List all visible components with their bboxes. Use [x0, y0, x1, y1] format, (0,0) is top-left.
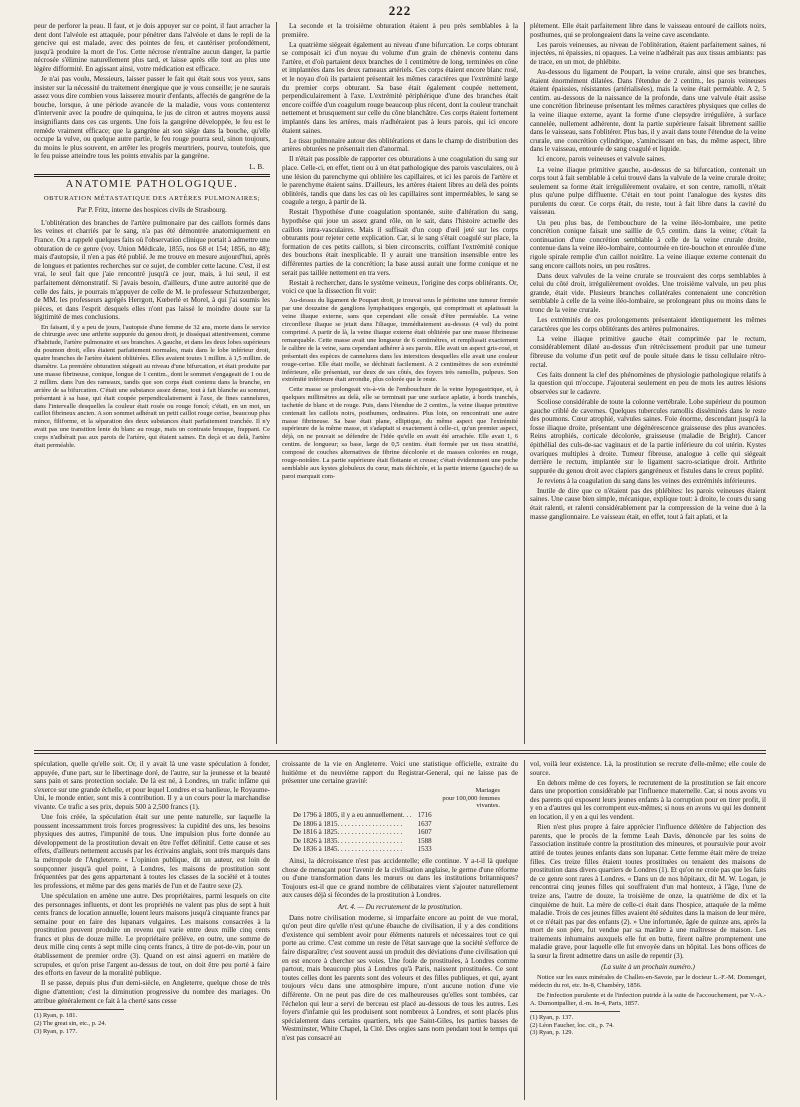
paragraph: spéculation, quelle qu'elle soit. Or, il y avait là une vaste spéculation à fonder, appuyée, d'une part, sur le libertinage doré, de l'autre, sur la jeunesse et la beauté sans pain et sans protection sociale. De là est né, à Londres, un trafic infâme qui s'exerce sur une grande échelle, et pour lequel Londres et sa banlieue, le Royaume-Uni, le monde entier, sont mis à contribution. Il y a un cours pour la marchandise vivante. Ce trafic a ses prix, depuis 500 à 2,500 francs (1).: [34, 760, 270, 811]
paragraph: Un peu plus bas, de l'embouchure de la veine iléo-lombaire, une petite concrétion conique faisait une saillie de 0,5 centim. dans la veine; c'était la continuation d'une concrétion semblable à celle de la veine crurale droite, contenue dans la veine iléo-lombaire, contournée en tire-bouchon et enroulée d'une rigole spirale remplie d'un caillot noirâtre. La veine iliaque externe contenait du sang encore caillots noirs, un peu rosâtres.: [530, 218, 766, 270]
paragraph: Dans deux valvules de la veine crurale se trouvaient des corps semblables à celui du côté droit, irrégulièrement ovoïdes. Une troisième valvule, un peu plus grande, était vide. Plusieurs branches collatérales contenaient une concrétion semblable à celle de la veine iléo-lombaire, se prolongeant plus ou moins dans le tronc de la veine crurale.: [530, 271, 766, 314]
article-title: OBTURATION MÉTASTATIQUE DES ARTÈRES PULMONAIRES;: [43, 194, 261, 202]
paragraph: Une fois créée, la spéculation était sur une pente naturelle, sur laquelle la poussent incessamment trois forces progressives: la cupidité des uns, les besoins physiques des autres, l'impunité de tous. Une impulsion plus forte donnée au développement de la prostitution devait en être l'effet définitif. Cette cause et ses effets, d'ailleurs nettement accusés par les écrivains anglais, sont très marqués dans la métropole de l'Angleterre. « L'opinion publique, dit un auteur, est loin de soupçonner jusqu'à quel point, à Londres, les maisons de prostitution sont fréquentées par des gens appartenant à toutes les classes de la société et à toutes les professions, et même par des gens mariés de l'un et de l'autre sexe (2).: [34, 813, 270, 890]
lower-column-2: [282, 760, 518, 1104]
column-divider: [524, 760, 525, 1100]
paragraph: Ces faits donnent la clef des phénomènes de physiologie pathologique relatifs à la question qui m'occupe. J'ajouterai seulement en peu de mots les autres lésions observées sur le cadavre.: [530, 370, 766, 396]
feuilleton-separator: [34, 753, 766, 754]
paragraph: Rien n'est plus propre à faire apprécier l'influence délétère de l'abjection des parents, que le procès de la femme Leah Davis, dénoncée par les soins de l'association instituée contre la prostitution des mineures, et poursuivie pour avoir attiré de toutes jeunes enfants dans son lupanar. Cette femme était mère de treize filles. Ces treize filles étaient toutes prostituées ou tenaient des maisons de prostitution dans divers quartiers de Londres (1). Et qu'on ne croie pas que les faits de ce genre sont rares à Londres. « Dans un de nos hôpitaux, dit M. W. Logan, je rencontrai cinq jeunes filles qui souffraient d'un mal honteux, à l'âge, l'une de treize ans, l'autre de douze, la troisième de onze, la quatrième de dix et la cinquième de huit. La mère de celle-ci était dans l'hospice, attaquée de la même maladie. Trois de ces jeunes filles avaient été séduites dans la maison de leur mère, et ce n'était pas par des enfants (2). » Une infortunée, âgée de quinze ans, après la mort de son père, fut vendue par sa marâtre à une maîtresse de maison. Les traitements inhumains auxquels elle fut en butte, firent naître promptement une maladie grave, pour laquelle elle fut envoyée dans un hôpital. Les bons offices de la sœur la firent admettre dans un asile de repentir (3).: [530, 823, 766, 961]
footnote: (3) Ryan, p. 177.: [34, 1027, 78, 1035]
book-notice: Notice sur les eaux minérales de Challes-en-Savoie, par le docteur L.-F.-M. Domenget, médecin du roi, etc. In-8, Chambéry, 1856.: [530, 974, 766, 990]
paragraph: Les extrémités de ces prolongements présentaient identiquement les mêmes caractères que les corps oblitérants des artères pulmonaires.: [530, 316, 766, 333]
paragraph: Les parois veineuses, au niveau de l'oblitération, étaient parfaitement saines, ni injectées, ni épaissies, ni opaques. La veine n'adhérait pas aux tissus ambiants: pas de trace, en un mot, de phlébite.: [530, 40, 766, 66]
footnote: (1) Ryan, p. 181.: [34, 1012, 78, 1020]
upper-column-1: [34, 22, 270, 746]
paragraph: plétement. Elle était parfaitement libre dans le vaisseau entouré de caillots noirs, posthumes, qui se prolongeaient dans la veine cave ascendante.: [530, 22, 766, 39]
paragraph: Une spéculation en amène une autre. Des propriétaires, parmi lesquels on cite des personnages influents, et dont les propriétés ne valent pas plus de sept à huit cents francs de location annuelle, louent leurs maisons jusqu'à cinquante francs par semaine pour en faire des lupanars vulgaires. Les maisons consacrées à la prostitution peuvent produire un revenu qui varie entre deux mille cinq cents francs et plus de douze mille. Le propriétaire prélève, en outre, une somme de deux mille cinq cents à sept mille cinq cents francs, à titre de pot-de-vin, pour un établissement de premier ordre (3). Quand on est ainsi aguerri en matière de scrupules, et qu'on prise l'argent au-dessus de tout, on doit être peu porté à faire des efforts en faveur de la moralité publique.: [34, 891, 270, 978]
book-notices: [530, 974, 766, 1008]
paragraph: Dans notre civilisation moderne, si imparfaite encore au point de vue moral, qu'on peut dire qu'elle n'est qu'une ébauche de civilisation, il y a des conditions d'existence qui semblent avoir pour éléments naturels et nécessaires tout ce qui porte au crime. C'est comme un reste de l'état sauvage que la société s'efforce de faire disparaître; c'est souvent aussi un produit des déviations d'une civilisation qui en est encore à chercher ses voies. Une foule de prostituées, à Londres comme partout, mais beaucoup plus à Londres qu'à Paris, naissent prostituées. Ce sont toutes celles dont les parents sont des voleurs et des filles publiques, et qui, ayant toujours vécu dans une atmosphère impure, n'ont aucune notion d'une vie différente. On ne peut pas dire de ces malheureuses qu'elles sont tombées, car l'échelon qui leur a servi de berceau est placé au-dessous de tous les autres. Les foyers d'infamie qui les produisent sont nombreux à Londres, et sont placés plus spécialement dans certains quartiers, tels que Saint-Giles, les parties basses de Westminster, White Chapel, la Cité. Des orgies sans nom pendant tout le temps qui n'est pas consacré au: [282, 913, 518, 1042]
paragraph: La seconde et la troisième obturation étaient à peu près semblables à la première.: [282, 22, 518, 39]
paragraph: Je n'ai pas voulu, Messieurs, laisser passer le fait qui était sous vos yeux, sans insister sur la nécessité du traitement énergique que je vous conseille; je ne saurais assez vous dire combien vous laisserez mourir d'enfants, affectés de gangrène de la bouche, lorsque, à une période avancée de la maladie, vous vous contenterez d'intervenir avec la poudre de quinquina, le jus de citron et autres moyens aussi insignifiants dans ces cas urgents. Une fois la gangrène développée, le feu est le remède vraiment efficace; que la gangrène ait son siége dans la bouche, qu'elle occupe la vulve, ou quelque autre partie, le feu rouge pourra seul, sinon toujours, du moins le plus souvent, en arrêter les progrès meurtriers, pourvu, toutefois, que le feu puisse atteindre tous les points envahis par la gangrène.: [34, 75, 270, 161]
book-notice: De l'infection purulente et de l'infection putride à la suite de l'accouchement, par V.-A.-A. Dumontpallier, d.-m. In-4, Paris, 1857.: [530, 992, 766, 1007]
footnotes: [530, 1011, 620, 1037]
article-author: Par P. Fritz, interne des hospices civils de Strasbourg.: [77, 206, 227, 215]
paragraph: La veine iliaque primitive gauche était comprimée par le rectum, considérablement dilaté au-dessus d'un rétrécissement produit par une tumeur fibreuse du volume d'un petit œuf de poule située dans le tissu cellulaire rétro-rectal.: [530, 334, 766, 369]
paragraph: Inutile de dire que ce n'étaient pas des phlébites: les parois veineuses étaient saines. Une cause bien simple, mécanique, explique tout: à droite, le cours du sang était ralenti, et ralenti considérablement par la compression de la veine due à la masse ganglionnaire. Le vaisseau était, en effet, tout à fait aplati, et la: [530, 486, 766, 521]
paragraph: Il n'était pas possible de rapporter ces obturations à une coagulation du sang sur place. Celle-ci, en effet, tient ou à un état pathologique des parois vasculaires, ou à une lésion du parenchyme qui oblitère les capillaires, et ici les parois de l'artère et le parenchyme étaient sains. D'ailleurs, les artères étaient libres au delà des points oblitérés, tandis que dans les cas où les capillaires sont imperméables, le sang se coagule a tergo, à partir de là.: [282, 155, 518, 207]
column-divider: [524, 22, 525, 744]
table-row: De 1796 à 1805, il y a eu annuellement. . . 1716: [293, 811, 432, 820]
paragraph: Ici encore, parois veineuses et valvule saines.: [537, 155, 666, 164]
footnote: (3) Ryan, p. 129.: [530, 1029, 574, 1037]
upper-column-2: [282, 22, 518, 746]
paragraph: La quatrième siégeait également au niveau d'une bifurcation. Le corps obturant se composait ici d'un noyau du volume d'un grain de chènevis contenu dans l'artère, et d'où partaient deux branches de 1 centimètre de long, terminées en cône et implantées dans les deux rameaux artériels. Ces corps étaient encore blanc rosé, et le noyau d'où ils partaient présentait les mêmes caractères que l'extrémité large du premier corps obturant. Sa base était également coupée nettement, perpendiculairement à l'axe. L'extrémité périphérique d'une des branches était encore coiffée d'un coagulum rouge beaucoup plus récent, dont la couleur tranchait nettement et brusquement sur celle du cône blanchâtre. Ces corps étaient fortement implantés dans les artères, mais n'adhéraient pas à leurs parois, qui ici encore étaient saines.: [282, 40, 518, 135]
feuilleton-separator: [34, 750, 766, 751]
paragraph: L'oblitération des branches de l'artère pulmonaire par des caillots formés dans les veines et charriés par le sang, n'a pas été démontrée anatomiquement en France. On a rappelé quelques faits où l'observation clinique portait à admettre une obturation de ce genre (voy. Union Médicale, 1855, nos 68 et 154; 1856, no 48); mais d'autopsie, il n'en a pas été publié. Je me trouve en mesure aujourd'hui, après de longues et patientes recherches sur ce sujet, de combler cette lacune. C'est, il est vrai, le seul fait que j'aie rencontré jusqu'à ce jour, mais, à lui seul, il est parfaitement démonstratif. Si j'avais besoin, d'ailleurs, d'une autre autorité que de celle des faits, je pourrais m'appuyer de celle de M. le professeur Schutzenberger, de MM. les professeurs agrégés Herrgott, Kœberlé et Morel, à qui j'ai soumis les pièces, et dans l'esprit desquels elles n'ont pas laissé le moindre doute sur la légitimité de mes conclusions.: [34, 218, 270, 322]
lower-column-3: [530, 760, 766, 1104]
divider: [34, 176, 270, 177]
page-number: 222: [388, 3, 412, 18]
table-row: De 1836 à 1845. . . . . . . . . . . . . . . . . . . 1533: [293, 845, 432, 854]
paragraph: croissante de la vie en Angleterre. Voici une statistique officielle, extraite du huitième et du neuvième rapport du Registrar-General, qui ne laisse pas de présenter une certaine gravité:: [282, 760, 518, 786]
lower-column-1: [34, 760, 270, 1104]
table-row: De 1816 à 1825. . . . . . . . . . . . . . . . . . . 1607: [293, 828, 432, 837]
stats-table-header: Mariages pour 100,000 femmes vivantes.: [442, 787, 500, 810]
paragraph: Restait à rechercher, dans le système veineux, l'origine des corps oblitérants. Or, voici ce que la dissection fit voir:: [282, 278, 518, 296]
signature: L. B.: [249, 162, 264, 171]
paragraph: Il se passe, depuis plus d'un demi-siècle, en Angleterre, quelque chose de très digne d'attention; c'est la diminution progressive du nombre des mariages. On attribue généralement ce fait à la cherté sans cesse: [34, 979, 270, 1005]
paragraph: Scoliose considérable de toute la colonne vertébrale. Lobe supérieur du poumon gauche criblé de cavernes. Quelques tubercules ramollis disséminés dans le reste des poumons. Cœur atrophié, valvules saines. Foie énorme, descendant jusqu'à la fosse iliaque droite, présentant une dégénérescence graisseuse des plus avancées. Reins atrophiés, corticale décolorée, graisseuse (maladie de Bright). Cancer épithélial des culs-de-sac vaginaux et de la partie inférieure du col utérin. Kystes ovariques multiples à droite. Tumeur fibreuse, analogue à celle qui siégeait derrière le rectum, implantée sur le ligament sacro-sciatique droit. Arthrite suppurée du genou droit avec clapiers gangréneux et fistules dans le creux poplité.: [530, 397, 766, 475]
footnote: (2) The great sin, etc., p. 24.: [34, 1019, 107, 1027]
paragraph: La veine iliaque primitive gauche, au-dessus de sa bifurcation, contenait un corps tout à fait semblable à celui trouvé dans la valvule de la veine crurale droite; seulement sa forme était irrégulièrement ovalaire, et son centre, ramolli, n'était plus qu'une pulpe diffluente. C'était en tout point l'analogue des kystes dits purulents du cœur. Ce corps était, du reste, tout à fait libre dans la cavité du vaisseau.: [530, 165, 766, 217]
upper-column-3: [530, 22, 766, 746]
paragraph: Au-dessous du ligament de Poupart, la veine crurale, ainsi que ses branches, étaient énormément dilatées. Dans l'étendue de 2 centim., les parois veineuses étaient épaissies, résistantes (artérialisées), mais la veine était perméable. A 2, 5 centim. au-dessous de la naissance de la profonde, dans une valvule était assise une concrétion fibrineuse présentant les mêmes caractères physiques que celles de la veine iliaque externe, ayant la forme d'une clepsydre irrégulière, à surface cannelée, nullement adhérente, dont la partie supérieure faisait librement saillie dans le vaisseau, sans l'oblitérer. Plus bas, il y avait dans toute l'étendue de la veine crurale, une concrétion cylindrique, s'amincissant en bas, du même aspect, libre dans le vaisseau, entourée de sang coagulé et liquide.: [530, 67, 766, 154]
article-heading: Art. 4. — Du recrutement de la prostitution.: [337, 903, 463, 911]
column-divider: [276, 22, 277, 744]
paragraph: vol, voilà leur existence. Là, la prostitution se recrute d'elle-même; elle coule de source.: [530, 760, 766, 777]
section-heading: ANATOMIE PATHOLOGIQUE.: [65, 179, 239, 191]
table-row: De 1826 à 1835. . . . . . . . . . . . . . . . . . . 1588: [293, 836, 432, 845]
footnote: (1) Ryan, p. 137.: [530, 1013, 574, 1021]
paragraph: Le tissu pulmonaire autour des oblitérations et dans le champ de distribution des artères obturées ne présentait rien d'anormal.: [282, 136, 518, 154]
paragraph: Au-dessus du ligament de Poupart droit, je trouvai sous le péritoine une tumeur formée par une douzaine de ganglions lymphatiques engorgés, qui comprimait et aplatissait la veine iliaque externe, sans que cependant elle cessât d'être perméable. La veine circonflexe iliaque se jetait dans l'iliaque, immédiatement au-dessus (4 val) du point comprimé. A partir de là, la veine iliaque externe était oblitérée par une masse fibrineuse remarquable. Cette masse avait une longueur de 6 centimètres, et remplissait exactement le calibre de la veine, sans cependant adhérer à ses parois. Elle avait un aspect gris-rosé, et présentait des espèces de cannelures dans les interstices desquelles elle avait une couleur rouge-cerise. Elle était molle, se déchirait facilement. A 2 centimètres de son extrémité inférieure, elle présentait, sur deux de ses côtés, des foyers très ramollis, pulpeux. Son extrémité inférieure était arrondie, plus colorée que le reste.: [282, 297, 518, 384]
paragraph: Je reviens à la coagulation du sang dans les veines des extrémités inférieures.: [537, 476, 757, 485]
footnote: (2) Léon Faucher, loc. cit., p. 74.: [530, 1021, 614, 1029]
divider: [34, 174, 270, 175]
paragraph: Restait l'hypothèse d'une coagulation spontanée, suite d'altération du sang, hypothèse qui joue un assez grand rôle, on le sait, dans l'histoire actuelle des caillots intra-vasculaires. Mais il suffisait d'un coup d'œil jeté sur les corps obturants pour rejeter cette explication. Car, si le sang s'était coagulé sur place, la formation de ces petits caillots, si bien circonscrits, coïffant l'extrémité conique des bouchons était inexplicable. Il y aurait une transition insensible entre les différentes parties de la concrétion; la base aussi aurait une forme conique et ne serait pas taillée nettement en tra vers.: [282, 208, 518, 277]
paragraph: En faisant, il y a peu de jours, l'autopsie d'une femme de 32 ans, morte dans le service de chirurgie avec une arthrite suppurée du genou droit, je disséquai attentivement, comme d'habitude, l'artère pulmonaire et ses branches. A gauche, et dans les deux lobes supérieurs du poumon droit, elles étaient parfaitement normales, mais dans le lobe inférieur droit, quatre branches de l'artère étaient oblitérées. Elles avaient toutes 1 millim. à 1,5 millim. de diamètre. La première obturation siégeait au niveau d'une bifurcation, et était produite par une masse fibrineuse, conique, longue de 1 centim., dont le sommet s'engageait de 1 ou de 2 millim. dans l'un des rameaux, tandis que son corps était contenu dans la branche, en arrière de sa bifurcation. C'était une substance assez dense, tout à fait blanche au sommet, présentant à sa base, qui était coupée perpendiculairement à l'axe, de fines cannelures, dans l'intervalle desquelles la couleur était rosée ou rouge foncé; c'était, en un mot, un caillot fibrineux ancien. A son sommet adhérait un petit caillot rouge cerise, beaucoup plus mince, filiforme, et la séparation des deux substances était parfaitement tranchée. Il n'y avait pas une transition lente du blanc au rouge, mais un contraste brusque, frappant. Ce corps n'adhérait pas aux parois de l'artère, qui étaient saines. En deçà et au delà, l'artère était perméable.: [34, 323, 270, 450]
paragraph: peur de perforer la peau. Il faut, et je dois appuyer sur ce point, il faut arracher la dent dont l'alvéole est attaquée, pour pénétrer dans l'alvéole et dans le repli de la gencive qui est malade, avec des pointes de feu, et cautériser profondément, jusqu'à produire la mort de l'os. Cette nécrose n'entraîne aucun danger, la partie nécrosée s'élimine naturellement plus tard, et laisse après elle tout au plus une légère difformité. En agissant ainsi, votre médication est efficace.: [34, 22, 270, 73]
footnotes: [34, 1009, 124, 1035]
continued-note: (La suite à un prochain numéro.): [601, 962, 695, 971]
marriage-stats-table: [290, 811, 435, 854]
paragraph: Cette masse se prolongeait vis-à-vis de l'embouchure de la veine hypogastrique, et, à quelques millimètres au delà, elle se terminait par une surface aplatie, à bords tranchés, tachetée de blanc et de rouge. Puis, dans l'étendue de 2 centim., la veine iliaque primitive contenait les caillots noirs, posthumes, ordinaires. Plus loin, on rencontrait une autre masse fibrineuse. Sa base était plane, elliptique, du même aspect que l'extrémité supérieure de la même masse, et s'adaptait si exactement à celle-ci, qu'un premier aspect, déjà, on ne pouvait se défendre de l'idée qu'elle en avait été arrachée. Elle avait 1, 6 centim. de longueur; sa base, large de 0,5 centim. était formée par un tissu stratifié, composé de couches alternatives de fibrine décolorée et de masses colorées en rouge, rouge-noirâtre. La partie supérieure était flottante et creuse; c'était évidemment une poche semblable aux kystes globuleux du cœur, mais déchirée, et la partie interne (gauche) de sa paroi marquait com-: [282, 385, 518, 480]
paragraph: Ainsi, la décroissance n'est pas accidentelle; elle continue. Y a-t-il là quelque chose de menaçant pour l'avenir de la civilisation anglaise, le germe d'une réforme ou d'une transformation dans les mœurs ou dans les institutions britanniques? Toujours est-il que ce grand nombre de célibataires vient s'ajouter naturellement aux causes déjà si fécondes de la prostitution à Londres.: [282, 857, 518, 900]
table-row: De 1806 à 1815. . . . . . . . . . . . . . . . . . . 1637: [293, 819, 432, 828]
paragraph: En dehors même de ces foyers, le recrutement de la prostitution se fait encore dans une proportion considérable par l'influence maternelle. Car, si nous avons vu des parents qui exposent leurs jeunes enfants à la corruption pour en tirer profit, il y en a d'autres qui les corrompent eux-mêmes; si nous en avons vu qui les donnent en location, il y en a qui les vendent.: [530, 778, 766, 822]
column-divider: [276, 760, 277, 1100]
